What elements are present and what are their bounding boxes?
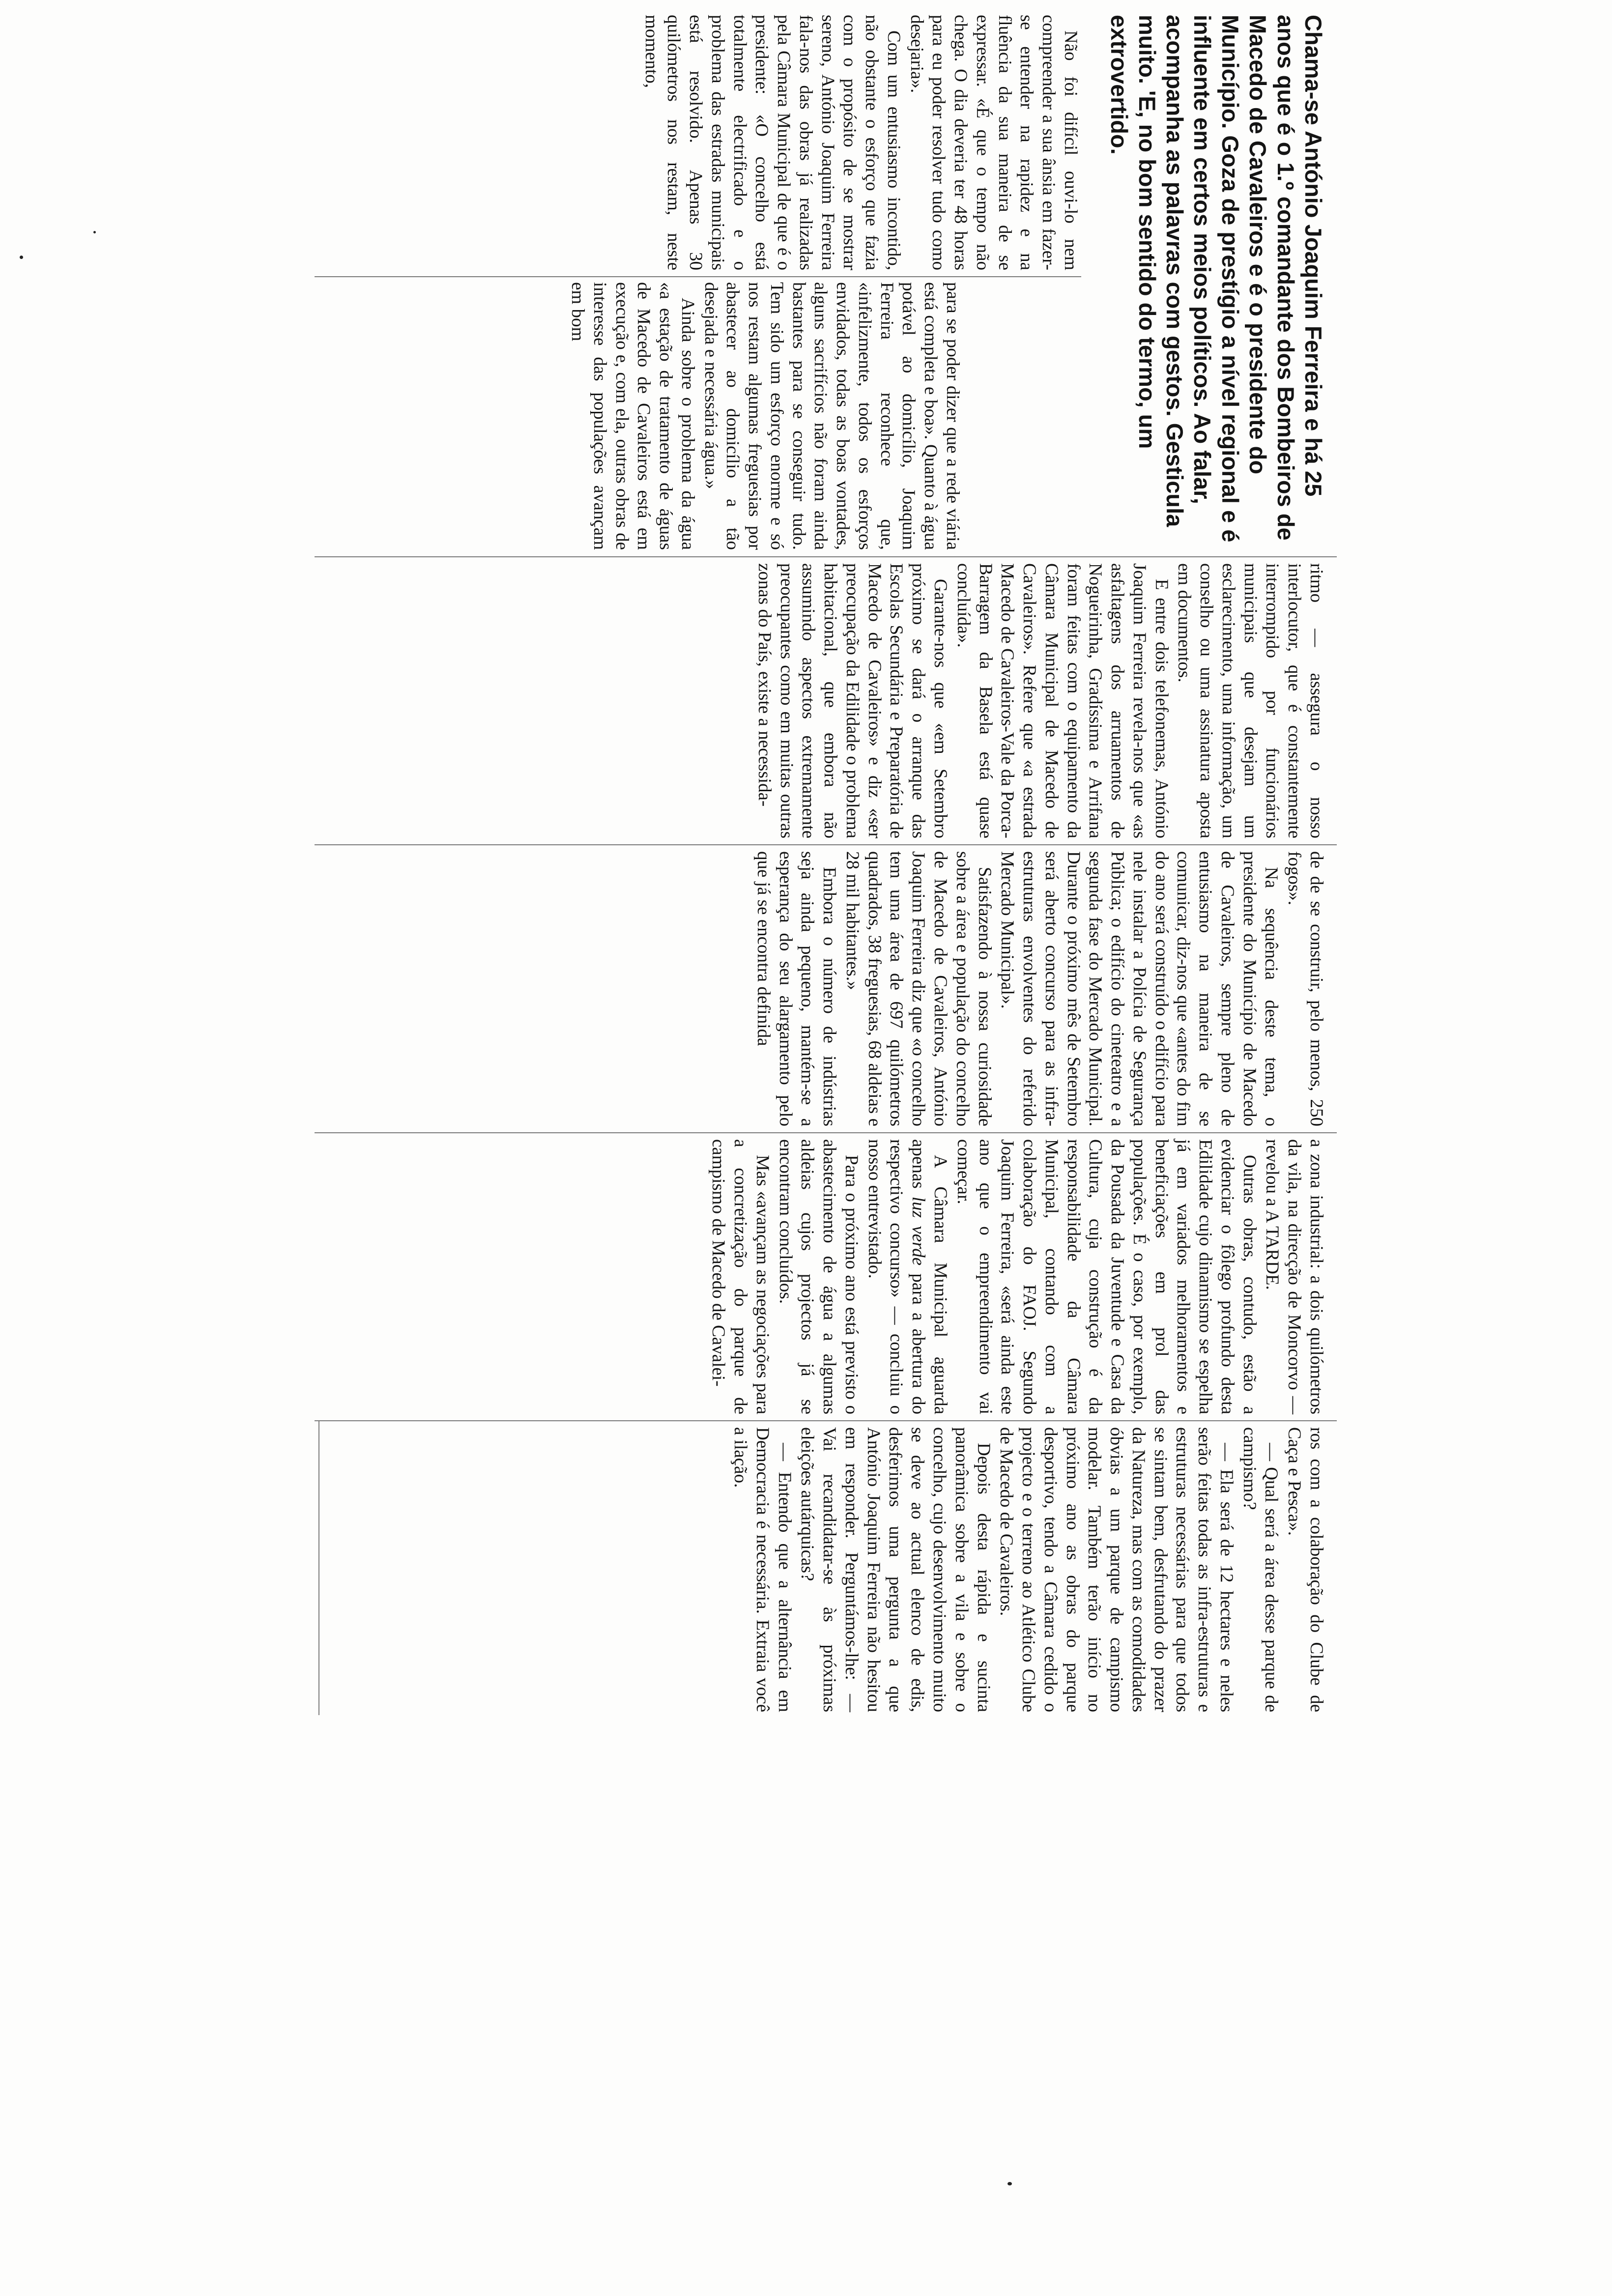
paragraph: Mas «avançam as negociações para a concretização do parque de campismo de Macedo de Cavalei-: [708, 1139, 773, 1414]
clipping-edge: [318, 1420, 319, 1715]
scan-speck: [93, 231, 96, 233]
paragraph: Ainda sobre o problema da água «a estação de tratamento de águas de Macedo de Cavaleiros está em execução e, com ela, outras obras de interesse das populações avançam em bom: [567, 282, 698, 550]
scan-speck: [20, 256, 23, 259]
paragraph: de de se construir, pelo menos, 250 fogos».: [1284, 851, 1326, 1126]
paragraph: ros com a colaboração do Clube de Caça e Pesca».: [1284, 1427, 1326, 1712]
article-column-6: [728, 1427, 1327, 1712]
paragraph: Satisfazendo à nossa curiosidade sobre a área e população do concelho de Macedo de Cavaleiros, António Joaquim Ferreira diz que «o concelho tem uma área de 697 quilómetros quadrados, 38 freguesias, 68 aldeias e 28 mil habitantes.»: [842, 851, 995, 1126]
paragraph: Com um entusiasmo incontido, não obstante o esforço que fazia com o propósito de se mostrar sereno, António Joaquim Ferreira fala-nos das obras já realizadas pela Câmara Municipal de que é o presidente: «O concelho está totalmente electrificado e o problema das estradas municipais está resolvido. Apenas 30 quilómetros nos restam, neste momento,: [641, 15, 904, 270]
article-lead: Chama-se António Joaquim Ferreira e há 25 anos que é o 1.º comandante dos Bombeiros de Macedo de Cavaleiros e é o presidente do Município. Goza de prestígio a nível regional e é influente em certos meios políticos. Ao falar, acompanha as palavras com gestos. Gesticula muito. 'E, no bom sentido do termo, um extrovertido.: [1106, 15, 1326, 543]
article-column-2: [565, 282, 963, 550]
text-run: para a abertura do respectivo concurso» — concluiu o nosso entrevistado.: [864, 1139, 929, 1415]
article-column-3: [752, 563, 1327, 838]
article-column-4: [751, 851, 1327, 1126]
paragraph: Outras obras, contudo, estão a evidenciar o fôlego profundo desta Edilidade cujo dinamismo se espelha já em variados melhoramentos e beneficiações em prol das populações. É o caso, por exemplo, da Pousada da Juventude e Casa da Cultura, cuja construção é da responsabilidade da Câmara Municipal, contando com a colaboração do FAOJ. Segundo Joaquim Ferreira, «será ainda este ano que o empreendimento vai começar.: [953, 1139, 1260, 1414]
text-run: A Câmara Municipal aguarda apenas: [908, 1139, 950, 1414]
italic-phrase: luz verde: [908, 1196, 929, 1266]
article-column-1: [639, 15, 1081, 270]
paragraph: Embora o número de indústrias seja ainda pequeno, mantém-se a esperança do seu alargamento pelo que já se encontra definida: [753, 851, 840, 1126]
paragraph: — Ela será de 12 hectares e neles serão feitas todas as infra-estruturas e estruturas necessárias para que todos se sintam bem, desfrutando do prazer da Natureza, mas com as comodidades óbvias a um parque de campismo modelar. Também terão início no próximo ano as obras do parque desportivo, tendo a Câmara cedido o projecto e o terreno ao Atlético Clube de Macedo de Cavaleiros.: [996, 1427, 1237, 1712]
paragraph: Na sequência deste tema, o presidente do Município de Macedo de Cavaleiros, sempre pleno de entusiasmo na maneira de se comunicar, diz-nos que «antes do fim do ano será construído o edifício para nele instalar a Polícia de Segurança Pública; o edifício do cineteatro e a segunda fase do Mercado Municipal. Durante o próximo mês de Setembro será aberto concurso para as infra-estruturas envolventes do referido Mercado Municipal».: [997, 851, 1282, 1126]
paragraph: Depois desta rápida e sucinta panorâmica sobre a vila e sobre o concelho, cujo desenvolvimento muito se deve ao actual elenco de edis, desferimos uma pergunta a que António Joaquim Ferreira não hesitou em responder. Perguntámos-lhe: — Vai recandidatar-se às próximas eleições autárquicas?: [797, 1427, 994, 1712]
newspaper-clipping: [315, 0, 1337, 2221]
column-rule: [315, 556, 1337, 557]
paragraph: Para o próximo ano está previsto o abastecimento de água a algumas aldeias cujos projectos já se encontram concluídos.: [775, 1139, 862, 1414]
paragraph: — Entendo que a alternância em Democracia é necessária. Extraia você a ilação.: [730, 1427, 795, 1712]
paragraph: a zona industrial: a dois quilómetros da vila, na direcção de Moncorvo — revelou a A TARDE.: [1262, 1139, 1326, 1414]
column-rule: [315, 1420, 1337, 1421]
paragraph: E entre dois telefonemas, António Joaquim Ferreira revela-nos que «as asfaltagens dos arruamentos de Nogueirinha, Gradíssima e Arrifana foram feitas com o equipamento da Câmara Municipal de Macedo de Cavaleiros». Refere que «a estrada Macedo de Cavaleiros-Vale da Porca-Barragem da Basela está quase concluída».: [953, 563, 1172, 838]
paragraph: para se poder dizer que a rede viária está completa e boa». Quanto à água potável ao domicílio, Joaquim Ferreira reconhece que, «infelizmente, todos os esforços envidados, todas as boas vontades, alguns sacrifícios não foram ainda bastantes para se conseguir tudo. Tem sido um esforço enorme e só nos restam algumas freguesias por abastecer ao domicílio a tão desejada e necessária água.»: [700, 282, 963, 550]
paragraph: Garante-nos que «em Setembro próximo se dará o arranque das Escolas Secundária e Preparatória de Macedo de Cavaleiros» e diz «ser preocupação da Edilidade o problema habitacional, que embora não assumindo aspectos extremamente preocupantes como em muitas outras zonas do País, existe a necessida-: [754, 563, 950, 838]
column-rule: [315, 276, 1081, 277]
paragraph: [863, 1139, 951, 1414]
column-rule: [315, 1132, 1337, 1133]
column-rule: [315, 844, 1337, 845]
scan-speck: [1008, 2182, 1012, 2185]
paragraph: — Qual será a área desse parque de campismo?: [1239, 1427, 1282, 1712]
article-column-5: [706, 1139, 1327, 1414]
paragraph: Não foi difícil ouvi-lo nem compreender a sua ânsia em fazer-se entender na rapidez e na fluência da sua maneira de se expressar. «É que o tempo não chega. O dia deveria ter 48 horas para eu poder resolver tudo como desejaria».: [906, 15, 1081, 270]
paragraph: ritmo — assegura o nosso interlocutor, que é constantemente interrompido por funcionários municipais que desejam um esclarecimento, uma informação, um conselho ou uma assinatura aposta em documentos.: [1174, 563, 1326, 838]
